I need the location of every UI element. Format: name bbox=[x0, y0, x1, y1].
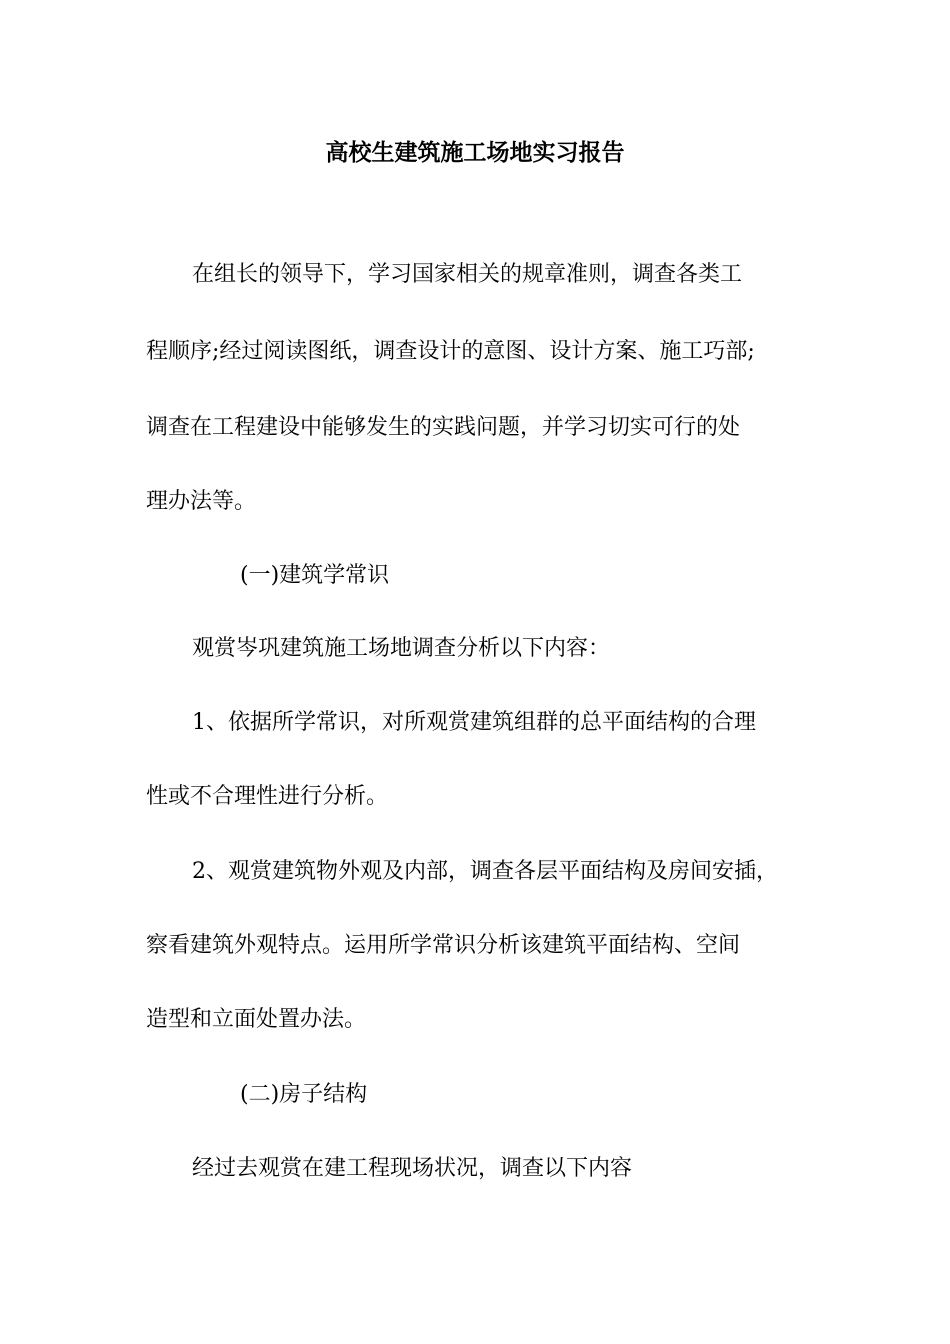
section-2-intro: 经过去观赏在建工程现场状况，调查以下内容 bbox=[192, 1156, 633, 1181]
section-2-heading: (二)房子结构 bbox=[240, 1082, 368, 1107]
item-1-line-1: 1、依据所学常识，对所观赏建筑组群的总平面结构的合理 bbox=[192, 710, 756, 735]
item-2-line-2: 察看建筑外观特点。运用所学常识分析该建筑平面结构、空间 bbox=[146, 933, 741, 958]
document-title: 高校生建筑施工场地实习报告 bbox=[325, 139, 625, 166]
paragraph-1-line-2: 程顺序;经过阅读图纸，调查设计的意图、设计方案、施工巧部; bbox=[146, 339, 755, 364]
paragraph-1-line-3: 调查在工程建设中能够发生的实践问题，并学习切实可行的处 bbox=[146, 415, 741, 440]
section-1-intro: 观赏岑巩建筑施工场地调查分析以下内容： bbox=[192, 636, 611, 661]
item-2-line-3: 造型和立面处置办法。 bbox=[146, 1007, 367, 1032]
paragraph-1-line-1: 在组长的领导下，学习国家相关的规章准则，调查各类工 bbox=[192, 262, 743, 287]
paragraph-1-line-4: 理办法等。 bbox=[146, 489, 257, 514]
item-2-line-1: 2、观赏建筑物外观及内部，调查各层平面结构及房间安插， bbox=[192, 859, 778, 884]
section-1-heading: (一)建筑学常识 bbox=[240, 563, 390, 588]
item-1-line-2: 性或不合理性进行分析。 bbox=[146, 784, 389, 809]
